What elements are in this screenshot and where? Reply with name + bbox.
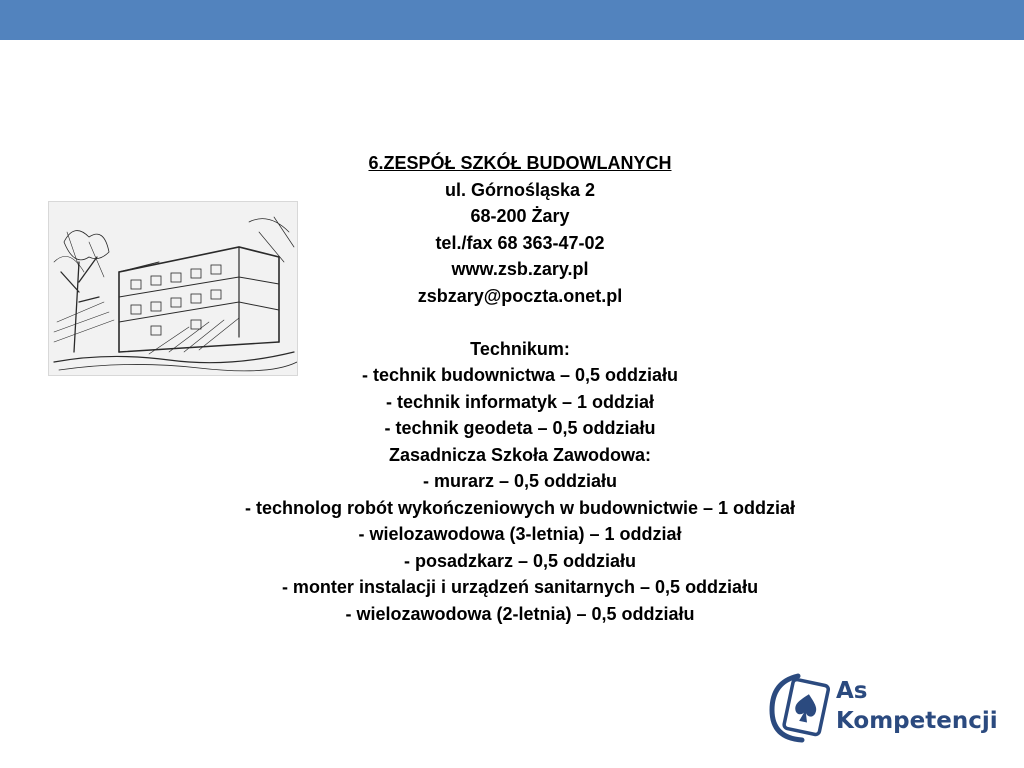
technikum-item: - technik geodeta – 0,5 oddziału xyxy=(384,418,656,438)
technikum-item: - technik informatyk – 1 oddział xyxy=(385,391,655,412)
school-address: ul. Górnośląska 2 xyxy=(444,179,596,200)
school-phone: tel./fax 68 363-47-02 xyxy=(435,232,605,253)
technikum-item: - technik budownictwa – 0,5 oddziału xyxy=(361,365,679,385)
zsz-item: - posadzkarz – 0,5 oddziału xyxy=(403,550,637,571)
zsz-item: - murarz – 0,5 oddziału xyxy=(422,471,618,491)
zsz-item: - wielozawodowa (3-letnia) – 1 oddział xyxy=(358,524,682,544)
school-info-text xyxy=(140,150,900,627)
school-name: 6.ZESPÓŁ SZKÓŁ BUDOWLANYCH xyxy=(368,153,672,173)
as-kompetencji-logo xyxy=(768,668,998,744)
spacer xyxy=(140,309,900,336)
technikum-heading: Technikum: xyxy=(470,338,570,359)
zsz-item: - technolog robót wykończeniowych w budownictwie – 1 oddział xyxy=(244,497,796,518)
school-email: zsbzary@poczta.onet.pl xyxy=(417,285,623,306)
zsz-heading: Zasadnicza Szkoła Zawodowa: xyxy=(388,444,652,465)
school-postal-city: 68-200 Żary xyxy=(470,206,570,226)
logo-text-line2: Kompetencji xyxy=(836,708,998,734)
top-header-bar xyxy=(0,0,1024,40)
school-website: www.zsb.zary.pl xyxy=(451,259,589,279)
zsz-item: - monter instalacji i urządzeń sanitarnych – 0,5 oddziału xyxy=(281,577,759,597)
logo-text-line1: As xyxy=(836,678,868,704)
zsz-item: - wielozawodowa (2-letnia) – 0,5 oddziału xyxy=(345,603,695,624)
ace-of-spades-icon xyxy=(768,668,832,744)
